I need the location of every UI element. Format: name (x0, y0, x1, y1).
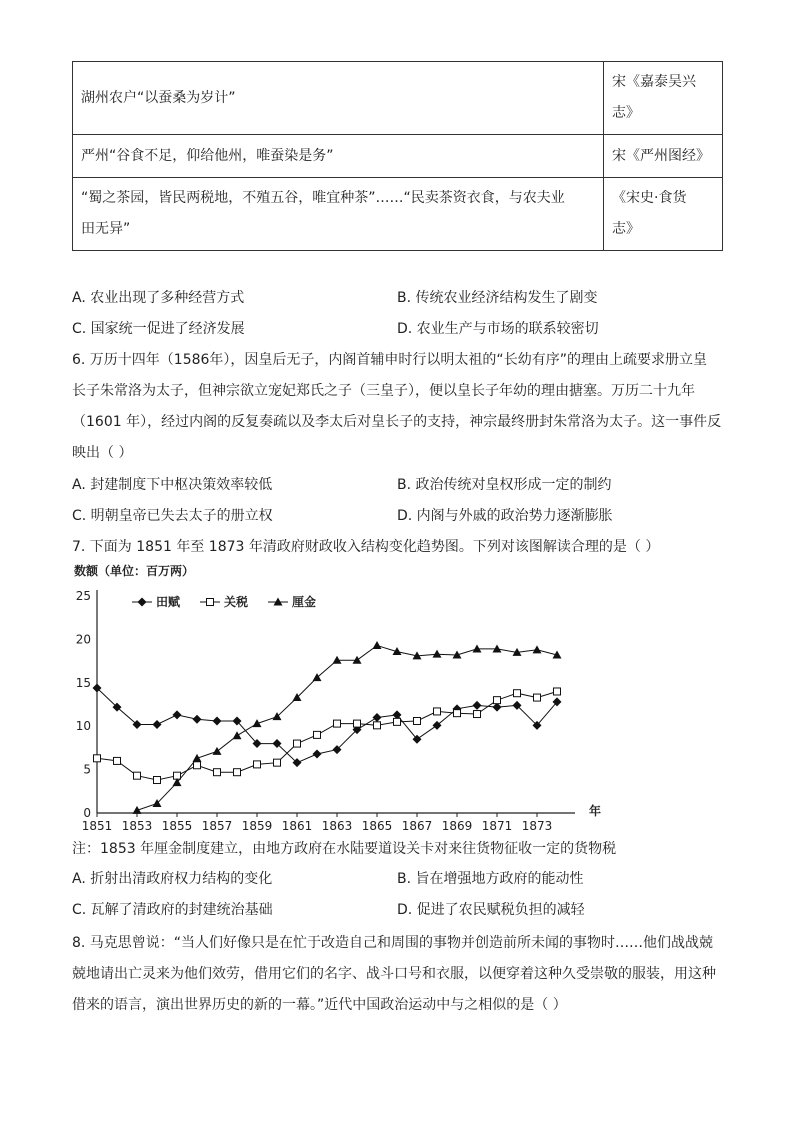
legend-marker-guanshui (207, 599, 214, 606)
data-point-guanshui (494, 697, 501, 704)
data-point-guanshui (234, 769, 241, 776)
series-line-guanshui (97, 692, 557, 781)
x-tick-label: 1859 (241, 819, 273, 830)
data-point-guanshui (194, 762, 201, 769)
data-point-guanshui (254, 761, 261, 768)
x-tick-label: 1851 (81, 819, 113, 830)
q6-option-b[interactable]: B. 政治传统对皇权形成一定的制约 (397, 477, 612, 493)
q7-option-b[interactable]: B. 旨在增强地方政府的能动性 (397, 871, 584, 887)
data-point-guanshui (334, 720, 341, 727)
q5-option-a[interactable]: A. 农业出现了多种经营方式 (72, 290, 245, 306)
q7-option-d[interactable]: D. 促进了农民赋税负担的减轻 (397, 902, 585, 918)
data-point-guanshui (374, 722, 381, 729)
source-table (72, 61, 723, 251)
x-tick-label: 1853 (121, 819, 153, 830)
data-point-lijin (533, 645, 542, 653)
data-point-guanshui (214, 769, 221, 776)
q6-option-d[interactable]: D. 内阁与外戚的政治势力逐渐膨胀 (397, 508, 613, 524)
x-axis-label: 年 (589, 804, 602, 818)
q7-options-row-2 (72, 899, 732, 921)
x-tick-label: 1863 (321, 819, 353, 830)
q7-stem: 7. 下面为 1851 年至 1873 年清政府财政收入结构变化趋势图。下列对该图解读合理的是（ ） (72, 539, 660, 555)
data-point-guanshui (274, 759, 281, 766)
y-axis-label: 数额（单位：百万两） (74, 564, 195, 578)
data-point-lijin (213, 747, 222, 755)
q5-options-row-1 (72, 287, 732, 309)
legend-label-guanshui: 关税 (224, 595, 249, 609)
q5-option-d[interactable]: D. 农业生产与市场的联系较密切 (397, 321, 599, 337)
table-row (73, 178, 723, 251)
series-line-tianfu (97, 688, 557, 763)
y-tick-label: 10 (75, 719, 91, 734)
q7-option-c[interactable]: C. 瓦解了清政府的封建统治基础 (72, 902, 273, 918)
data-point-lijin (233, 731, 242, 739)
data-point-lijin (253, 719, 262, 727)
table-cell-text: 湖州农户“以蚕桑为岁计” (73, 62, 604, 135)
q8-stem: 8. 马克思曾说：“当人们好像只是在忙于改造自己和周围的事物并创造前所未闻的事物时……他们战战兢 兢地请出亡灵来为他们效劳，借用它们的名字、战斗口号和衣服，以便穿着这种久受崇敬的服装，用这种 借来的语言，演出世界历史的新的一幕。”近代中国政治运动中与之相似的是（ ） (72, 935, 716, 1013)
data-point-guanshui (514, 690, 521, 697)
y-tick-label: 25 (75, 589, 91, 603)
data-point-tianfu (173, 710, 182, 719)
table-cell-source: 宋《嘉泰吴兴 志》 (604, 62, 723, 135)
x-tick-label: 1873 (521, 819, 553, 830)
y-tick-label: 20 (75, 632, 91, 647)
data-point-guanshui (474, 711, 481, 718)
data-point-lijin (193, 754, 202, 762)
q6-stem: 6. 万历十四年（1586年），因皇后无子，内阁首辅申时行以明太祖的“长幼有序”的理由上疏要求册立皇 长子朱常洛为太子，但神宗欲立宠妃郑氏之子（三皇子），便以皇长子年幼的理由搪塞。万历二十九年 （1601 年），经过内阁的反复奏疏以及李太后对皇长子的支持，神宗最终册封朱常洛为太子。这一事件反 映出（ ） (72, 352, 722, 461)
data-point-guanshui (414, 717, 421, 724)
data-point-tianfu (193, 715, 202, 724)
data-point-guanshui (554, 688, 561, 695)
x-tick-label: 1867 (401, 819, 433, 830)
data-point-guanshui (454, 710, 461, 717)
revenue-line-chart (70, 560, 610, 830)
legend-marker-tianfu (138, 598, 147, 607)
data-point-guanshui (314, 731, 321, 738)
y-tick-label: 5 (83, 762, 91, 777)
data-point-guanshui (354, 720, 361, 727)
y-tick-label: 15 (75, 675, 91, 690)
data-point-tianfu (153, 720, 162, 729)
q6-option-a[interactable]: A. 封建制度下中枢决策效率较低 (72, 477, 273, 493)
data-point-tianfu (213, 716, 222, 725)
q7-options-row-1 (72, 868, 732, 890)
data-point-guanshui (294, 740, 301, 747)
data-point-guanshui (154, 777, 161, 784)
series-line-lijin (137, 646, 557, 811)
x-tick-label: 1857 (201, 819, 233, 830)
data-point-tianfu (473, 701, 482, 710)
data-point-guanshui (434, 708, 441, 715)
q7-note: 注：1853 年厘金制度建立，由地方政府在水陆要道设关卡对来往货物征收一定的货物税 (72, 841, 617, 857)
data-point-guanshui (94, 755, 101, 762)
q6-option-c[interactable]: C. 明朝皇帝已失去太子的册立权 (72, 508, 273, 524)
data-point-guanshui (114, 757, 121, 764)
data-point-lijin (133, 806, 142, 814)
x-tick-label: 1865 (361, 819, 393, 830)
table-row (73, 62, 723, 135)
legend-label-lijin: 厘金 (292, 595, 317, 609)
table-cell-text: “蜀之茶园，皆民两税地，不殖五谷，唯宜种茶”……“民卖茶资衣食，与农夫业 田无异” (73, 178, 604, 251)
data-point-tianfu (313, 749, 322, 758)
x-tick-label: 1871 (481, 819, 513, 830)
q5-option-c[interactable]: C. 国家统一促进了经济发展 (72, 321, 245, 337)
y-tick-label: 0 (83, 806, 91, 820)
legend-label-tianfu: 田赋 (156, 595, 181, 609)
q6-options-row-1 (72, 474, 732, 496)
x-tick-label: 1869 (441, 819, 473, 830)
q7-option-a[interactable]: A. 折射出清政府权力结构的变化 (72, 871, 273, 887)
table-cell-source: 《宋史·食货 志》 (604, 178, 723, 251)
data-point-guanshui (134, 772, 141, 779)
data-point-guanshui (534, 694, 541, 701)
data-point-guanshui (394, 718, 401, 725)
table-cell-source: 宋《严州图经》 (604, 135, 723, 178)
table-cell-text: 严州“谷食不足，仰给他州，唯蚕染是务” (73, 135, 604, 178)
data-point-lijin (373, 641, 382, 649)
q5-options-row-2 (72, 318, 732, 340)
q6-options-row-2 (72, 505, 732, 527)
data-point-tianfu (373, 713, 382, 722)
table-row (73, 135, 723, 178)
q5-option-b[interactable]: B. 传统农业经济结构发生了剧变 (397, 290, 598, 306)
data-point-lijin (433, 650, 442, 658)
x-tick-label: 1855 (161, 819, 193, 830)
x-tick-label: 1861 (281, 819, 313, 830)
